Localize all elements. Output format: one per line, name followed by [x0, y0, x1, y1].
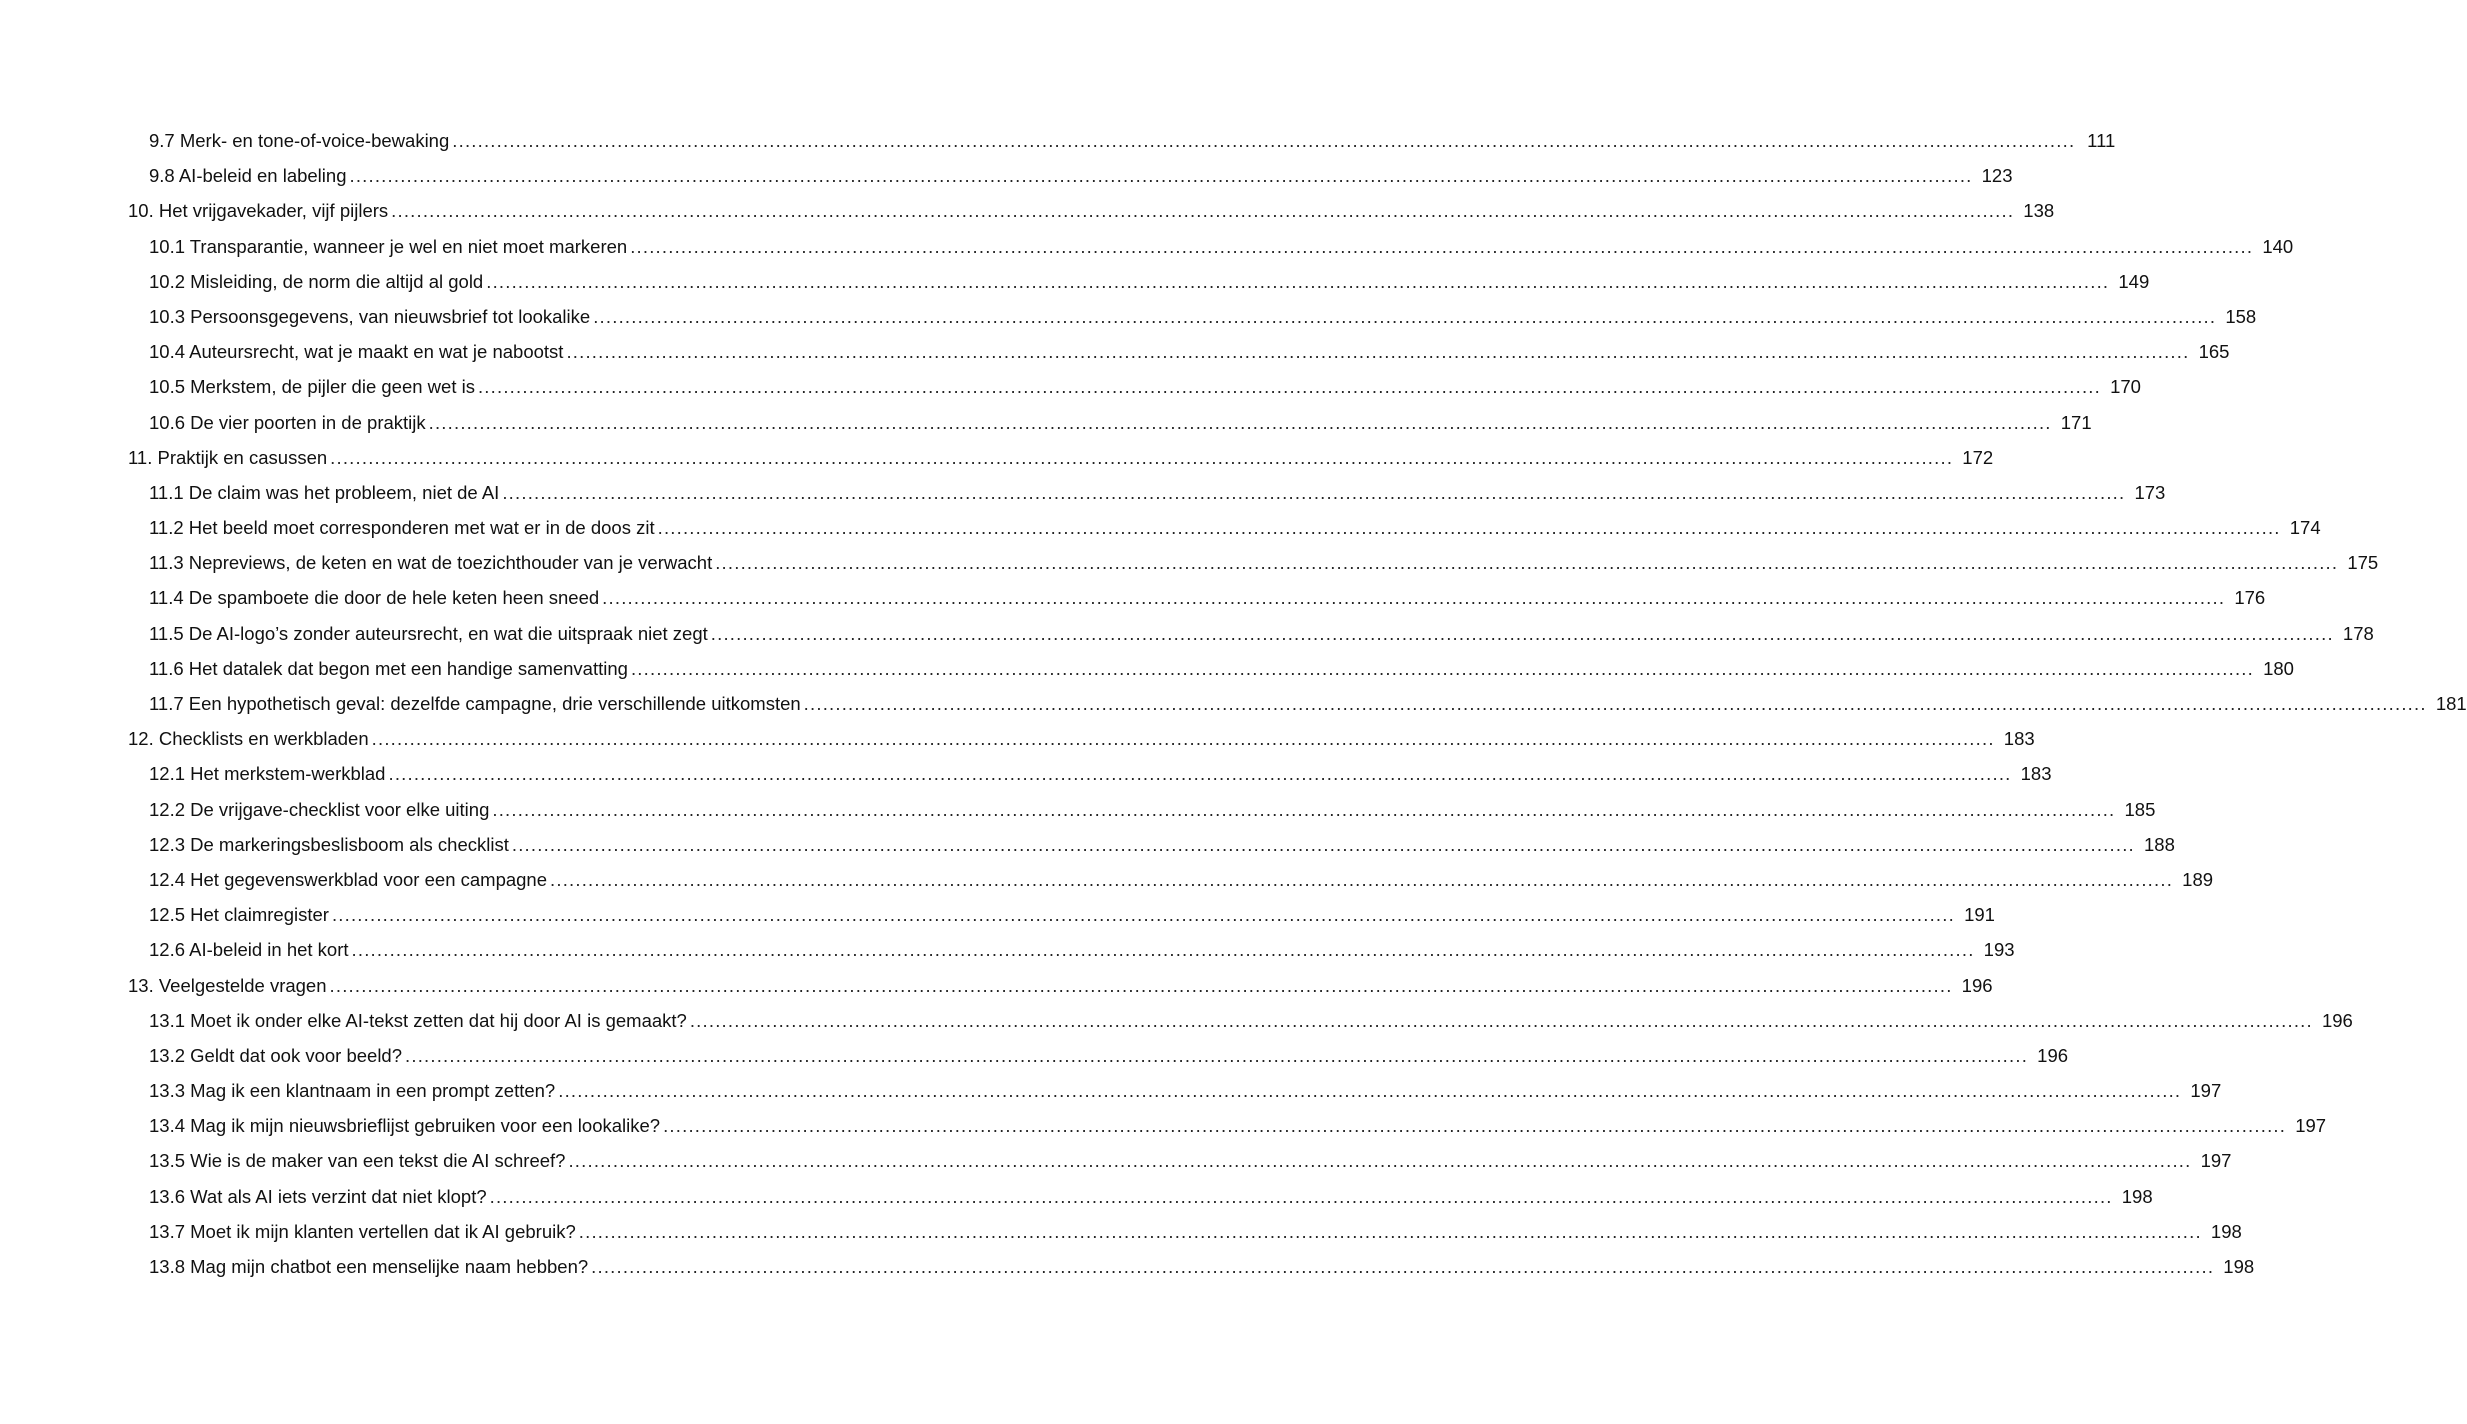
toc-page-number: 174 — [2289, 517, 2321, 539]
toc-entry[interactable] — [128, 686, 2467, 721]
toc-page-number: 193 — [1983, 939, 2015, 961]
toc-entry[interactable] — [128, 545, 2379, 580]
table-of-contents — [128, 123, 2467, 1284]
toc-page-number: 170 — [2110, 376, 2141, 398]
toc-page-number: 111 — [2087, 130, 2116, 151]
toc-dot-leader — [602, 580, 2225, 615]
toc-entry[interactable] — [128, 334, 2230, 369]
toc-chapter-entry[interactable] — [128, 193, 2055, 228]
toc-dot-leader — [663, 1108, 2286, 1143]
toc-entry[interactable] — [128, 123, 2116, 158]
toc-dot-leader — [452, 123, 2075, 158]
toc-dot-leader — [550, 862, 2173, 897]
toc-entry-title: 11.2 Het beeld moet corresponderen met wat er in de doos zit — [149, 517, 655, 539]
toc-chapter-entry[interactable] — [128, 440, 1994, 475]
toc-entry[interactable] — [128, 756, 2052, 791]
toc-page-number: 165 — [2198, 341, 2230, 363]
toc-page-number: 196 — [2321, 1009, 2353, 1031]
toc-entry[interactable] — [128, 580, 2266, 615]
toc-dot-leader — [391, 193, 2014, 228]
toc-entry-title: 10.6 De vier poorten in de praktijk — [149, 411, 426, 433]
toc-page-number: 198 — [2223, 1256, 2255, 1277]
toc-entry-title: 12.1 Het merkstem-werkblad — [149, 763, 386, 785]
toc-entry[interactable] — [128, 229, 2294, 264]
toc-page-number: 171 — [2060, 411, 2092, 433]
toc-entry-title: 12.6 AI-beleid in het kort — [149, 939, 349, 961]
toc-page-number: 176 — [2234, 587, 2266, 609]
toc-page-number: 175 — [2347, 552, 2379, 574]
toc-page-number: 180 — [2263, 657, 2294, 679]
toc-page-number: 123 — [1981, 165, 2013, 187]
toc-entry-title: 13.1 Moet ik onder elke AI-tekst zetten dat hij door AI is gemaakt? — [149, 1009, 687, 1031]
toc-page-number: 172 — [1962, 446, 1994, 468]
toc-entry-title: 11.6 Het datalek dat begon met een handige samenvatting — [149, 657, 628, 679]
toc-entry-title: 12.3 De markeringsbeslisboom als checklist — [149, 833, 509, 855]
toc-entry[interactable] — [128, 651, 2294, 686]
toc-entry-title: 11.5 De AI-logo’s zonder auteursrecht, en wat die uitspraak niet zegt — [149, 622, 708, 644]
toc-dot-leader — [579, 1214, 2202, 1249]
toc-page-number: 191 — [1964, 904, 1995, 926]
toc-page-number: 178 — [2342, 622, 2374, 644]
toc-dot-leader — [804, 686, 2427, 721]
toc-entry[interactable] — [128, 158, 2013, 193]
toc-dot-leader — [512, 827, 2135, 862]
toc-dot-leader — [405, 1038, 2028, 1073]
toc-entry[interactable] — [128, 475, 2166, 510]
toc-dot-leader — [631, 651, 2254, 686]
toc-page-number: 140 — [2262, 235, 2294, 257]
toc-dot-leader — [591, 1249, 2214, 1284]
toc-entry-title: 13.3 Mag ik een klantnaam in een prompt zetten? — [149, 1080, 556, 1102]
toc-entry[interactable] — [128, 1073, 2222, 1108]
toc-page-number: 189 — [2182, 868, 2214, 890]
toc-entry-title: 10. Het vrijgavekader, vijf pijlers — [128, 200, 389, 222]
toc-entry-title: 10.2 Misleiding, de norm die altijd al gold — [149, 270, 484, 292]
toc-entry-title: 12.5 Het claimregister — [149, 904, 329, 926]
toc-page-number: 198 — [2210, 1220, 2242, 1242]
toc-entry[interactable] — [128, 932, 2015, 967]
toc-entry[interactable] — [128, 616, 2374, 651]
toc-entry-title: 13.7 Moet ik mijn klanten vertellen dat ik AI gebruik? — [149, 1220, 576, 1242]
toc-entry-title: 9.8 AI-beleid en labeling — [149, 165, 347, 187]
toc-entry-title: 10.3 Persoonsgegevens, van nieuwsbrief tot lookalike — [149, 305, 591, 327]
toc-page-number: 158 — [2225, 305, 2257, 327]
toc-entry-title: 13.5 Wie is de maker van een tekst die AI schreef? — [149, 1150, 566, 1172]
toc-entry-title: 12.2 De vrijgave-checklist voor elke uiting — [149, 798, 490, 820]
toc-entry[interactable] — [128, 862, 2214, 897]
toc-entry[interactable] — [128, 792, 2156, 827]
toc-dot-leader — [711, 616, 2334, 651]
toc-entry-title: 9.7 Merk- en tone-of-voice-bewaking — [149, 130, 450, 151]
toc-entry-title: 13. Veelgestelde vragen — [128, 974, 327, 996]
toc-page-number: 197 — [2190, 1080, 2222, 1102]
toc-dot-leader — [658, 510, 2281, 545]
toc-page-number: 188 — [2144, 833, 2175, 855]
toc-entry-title: 12. Checklists en werkbladen — [128, 728, 369, 750]
toc-entry[interactable] — [128, 1214, 2242, 1249]
toc-entry[interactable] — [128, 405, 2092, 440]
toc-entry[interactable] — [128, 1143, 2232, 1178]
toc-entry-title: 10.5 Merkstem, de pijler die geen wet is — [149, 376, 475, 398]
toc-page-number: 183 — [2003, 728, 2035, 750]
toc-dot-leader — [330, 440, 1953, 475]
toc-entry-title: 11. Praktijk en casussen — [128, 446, 328, 468]
toc-dot-leader — [352, 932, 1975, 967]
toc-entry-title: 11.1 De claim was het probleem, niet de AI — [149, 481, 500, 503]
toc-entry[interactable] — [128, 1003, 2353, 1038]
toc-dot-leader — [568, 1143, 2191, 1178]
toc-entry[interactable] — [128, 897, 1995, 932]
toc-entry[interactable] — [128, 1249, 2255, 1284]
toc-entry-title: 11.7 Een hypothetisch geval: dezelfde campagne, drie verschillende uitkomsten — [149, 693, 801, 714]
toc-entry-title: 13.2 Geldt dat ook voor beeld? — [149, 1044, 403, 1066]
toc-dot-leader — [330, 968, 1953, 1003]
toc-entry[interactable] — [128, 827, 2175, 862]
toc-page-number: 196 — [2037, 1044, 2069, 1066]
toc-dot-leader — [593, 299, 2216, 334]
toc-dot-leader — [372, 721, 1995, 756]
toc-dot-leader — [630, 229, 2253, 264]
toc-page-number: 197 — [2200, 1150, 2232, 1172]
toc-dot-leader — [558, 1073, 2181, 1108]
toc-entry-title: 13.4 Mag ik mijn nieuwsbrieflijst gebruiken voor een lookalike? — [149, 1115, 661, 1137]
toc-dot-leader — [690, 1003, 2313, 1038]
toc-entry-title: 10.4 Auteursrecht, wat je maakt en wat je nabootst — [149, 341, 564, 363]
toc-entry[interactable] — [128, 299, 2257, 334]
toc-page-number: 196 — [1961, 974, 1993, 996]
toc-entry-title: 11.4 De spamboete die door de hele keten heen sneed — [149, 587, 600, 609]
toc-entry[interactable] — [128, 510, 2321, 545]
toc-dot-leader — [486, 264, 2109, 299]
toc-page-number: 138 — [2023, 200, 2055, 222]
toc-entry-title: 13.6 Wat als AI iets verzint dat niet klopt? — [149, 1185, 487, 1207]
toc-entry[interactable] — [128, 369, 2141, 404]
toc-page-number: 198 — [2121, 1185, 2153, 1207]
toc-dot-leader — [490, 1179, 2113, 1214]
toc-dot-leader — [502, 475, 2125, 510]
toc-chapter-entry[interactable] — [128, 721, 2035, 756]
toc-entry[interactable] — [128, 1108, 2327, 1143]
toc-entry-title: 13.8 Mag mijn chatbot een menselijke naam hebben? — [149, 1256, 589, 1277]
toc-dot-leader — [332, 897, 1955, 932]
toc-page-number: 185 — [2124, 798, 2156, 820]
toc-chapter-entry[interactable] — [128, 968, 1993, 1003]
toc-entry-title: 11.3 Nepreviews, de keten en wat de toezichthouder van je verwacht — [149, 552, 713, 574]
toc-entry[interactable] — [128, 1038, 2069, 1073]
toc-page-number: 149 — [2118, 270, 2150, 292]
toc-page-number: 197 — [2295, 1115, 2327, 1137]
toc-dot-leader — [388, 756, 2011, 791]
toc-dot-leader — [478, 369, 2101, 404]
toc-entry[interactable] — [128, 1179, 2153, 1214]
toc-dot-leader — [349, 158, 1972, 193]
toc-page-number: 183 — [2020, 763, 2052, 785]
toc-entry-title: 12.4 Het gegevenswerkblad voor een campagne — [149, 868, 548, 890]
toc-dot-leader — [715, 545, 2338, 580]
toc-page-number: 173 — [2134, 481, 2166, 503]
toc-page-number: 181 — [2435, 693, 2467, 714]
toc-dot-leader — [429, 405, 2052, 440]
toc-dot-leader — [492, 792, 2115, 827]
toc-dot-leader — [566, 334, 2189, 369]
toc-entry-title: 10.1 Transparantie, wanneer je wel en niet moet markeren — [149, 235, 628, 257]
toc-entry[interactable] — [128, 264, 2150, 299]
